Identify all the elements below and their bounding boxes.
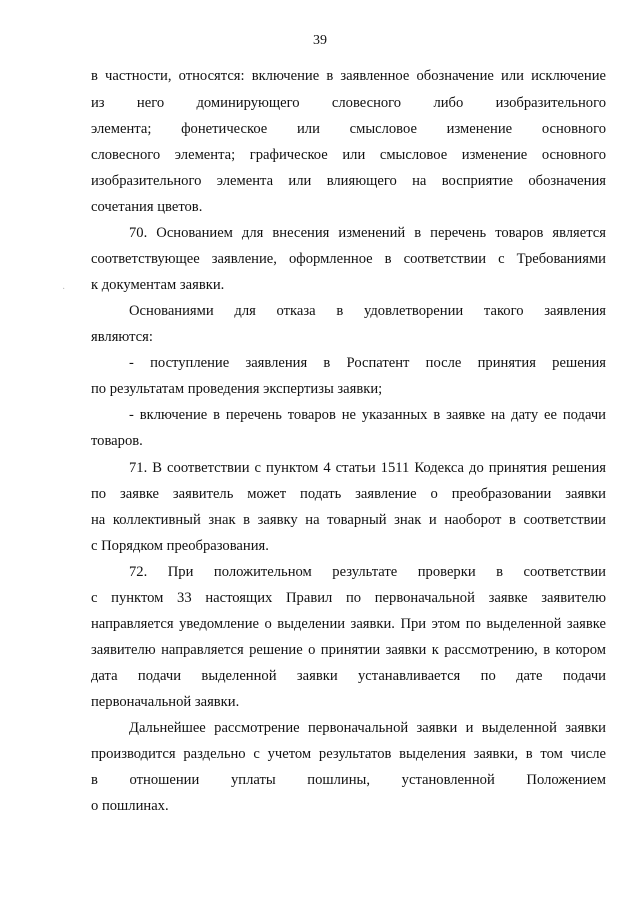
paragraph-72-start: 72. При положительном результате проверки в соответствии <box>129 564 606 580</box>
text-line: Основаниями для отказа в удовлетворении такого заявления <box>129 303 606 319</box>
text-line: первоначальной заявки. <box>91 694 240 710</box>
text-line: по заявке заявитель может подать заявление о преобразовании заявки <box>91 486 606 502</box>
text-line: к документам заявки. <box>91 277 225 293</box>
text-line: о пошлинах. <box>91 798 169 814</box>
list-item: - включение в перечень товаров не указанных в заявке на дату ее подачи <box>129 407 606 423</box>
text-line: с пунктом 33 настоящих Правил по первоначальной заявке заявителю <box>91 590 606 606</box>
text-line: на коллективный знак в заявку на товарный знак и наоборот в соответствии <box>91 512 606 528</box>
text-line: элемента; фонетическое или смысловое изменение основного <box>91 121 606 137</box>
text-line: словесного элемента; графическое или смысловое изменение основного <box>91 147 606 163</box>
text-line: Дальнейшее рассмотрение первоначальной заявки и выделенной заявки <box>129 720 606 736</box>
text-line: являются: <box>91 329 153 345</box>
paragraph-71-start: 71. В соответствии с пунктом 4 статьи 1511 Кодекса до принятия решения <box>129 460 606 476</box>
text-line: в отношении уплаты пошлины, установленной Положением <box>91 772 606 788</box>
paragraph-70-start: 70. Основанием для внесения изменений в перечень товаров является <box>129 225 606 241</box>
text-line: соответствующее заявление, оформленное в соответствии с Требованиями <box>91 251 606 267</box>
text-line: дата подачи выделенной заявки устанавливается по дате подачи <box>91 668 606 684</box>
text-line: с Порядком преобразования. <box>91 538 269 554</box>
text-line: заявителю направляется решение о принятии заявки к рассмотрению, в котором <box>91 642 606 658</box>
margin-mark: · <box>62 284 66 295</box>
text-line: товаров. <box>91 433 143 449</box>
text-line: производится раздельно с учетом результатов выделения заявки, в том числе <box>91 746 606 762</box>
list-item: - поступление заявления в Роспатент после принятия решения <box>129 355 606 371</box>
text-line: сочетания цветов. <box>91 199 203 215</box>
text-line: по результатам проведения экспертизы заявки; <box>91 381 383 397</box>
text-line: из него доминирующего словесного либо изобразительного <box>91 95 606 111</box>
text-line: изобразительного элемента или влияющего на восприятие обозначения <box>91 173 606 189</box>
text-line: в частности, относятся: включение в заявленное обозначение или исключение <box>91 68 606 84</box>
page-number: 39 <box>313 33 327 48</box>
text-line: направляется уведомление о выделении заявки. При этом по выделенной заявке <box>91 616 606 632</box>
